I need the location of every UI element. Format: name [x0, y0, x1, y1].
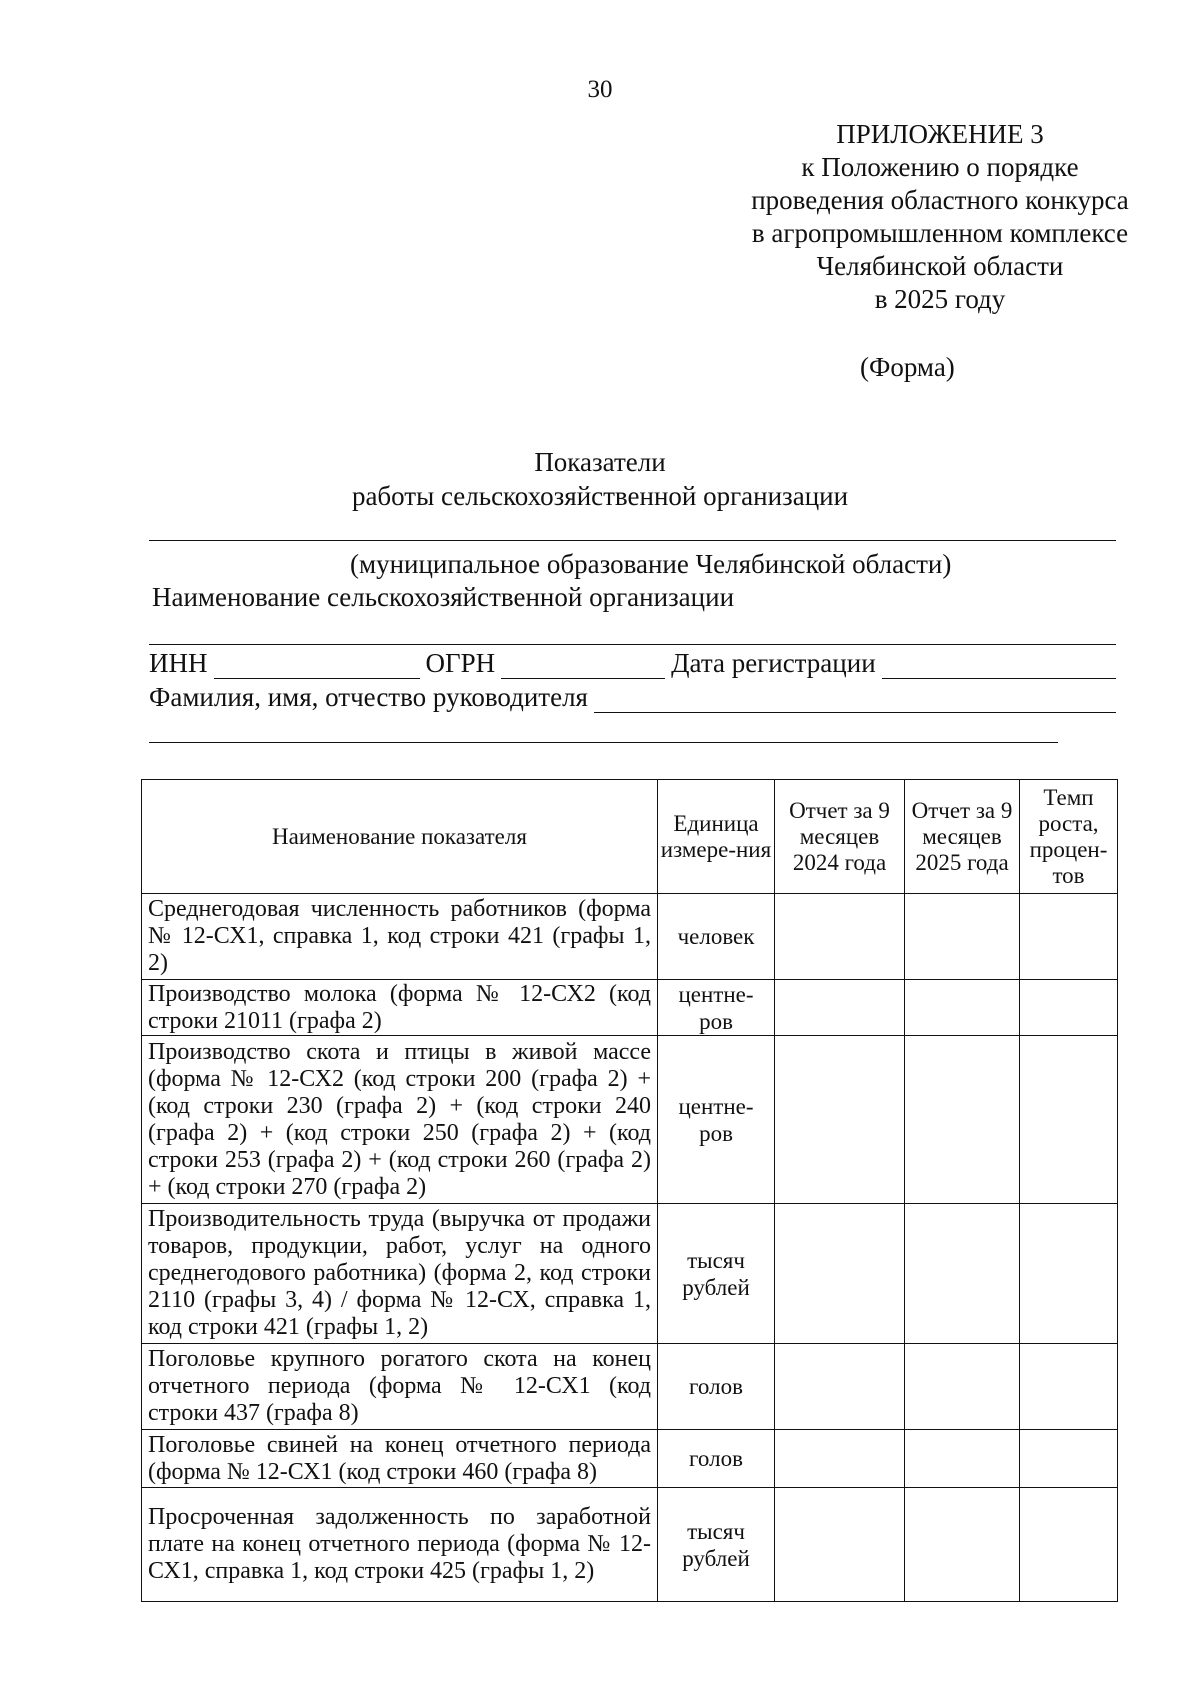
col-header-growth-rate: Темп роста, процен-тов — [1020, 780, 1118, 894]
value-2024-cell[interactable] — [775, 1344, 905, 1430]
table-row — [142, 1204, 1118, 1344]
reg-date-field[interactable] — [882, 654, 1116, 679]
municipality-blank-line[interactable] — [149, 540, 1116, 541]
indicator-unit: голов — [658, 1430, 775, 1488]
value-2024-cell[interactable] — [775, 894, 905, 980]
col-header-unit: Единица измере-ния — [658, 780, 775, 894]
indicator-name: Производство скота и птицы в живой массе (форма № 12-СХ2 (код строки 200 (графа 2) + (код строки 230 (графа 2) + (код строки 240 (графа 2) + (код строки 250 (графа 2) + (код строки 253 (графа 2) + (код строки 260 (графа 2) + (код строки 270 (графа 2) — [142, 1036, 658, 1204]
org-name-label: Наименование сельскохозяйственной организации — [152, 582, 735, 612]
municipality-caption: (муниципальное образование Челябинской области) — [350, 549, 952, 579]
indicator-name: Производительность труда (выручка от продажи товаров, продукции, работ, услуг на одного среднегодового работника) (форма 2, код строки 2110 (графы 3, 4) / форма № 12-СХ, справка 1, код строки 421 (графы 1, 2) — [142, 1204, 658, 1344]
value-2025-cell[interactable] — [905, 1488, 1020, 1602]
value-2024-cell[interactable] — [775, 1036, 905, 1204]
col-header-report-2024: Отчет за 9 месяцев 2024 года — [775, 780, 905, 894]
table-header-row — [142, 780, 1118, 894]
ogrn-field[interactable] — [501, 654, 665, 679]
appendix-line: в 2025 году — [874, 284, 1006, 314]
growth-rate-cell[interactable] — [1020, 1430, 1118, 1488]
indicator-name: Поголовье крупного рогатого скота на конец отчетного периода (форма № 12-СХ1 (код строки 437 (графа 8) — [142, 1344, 658, 1430]
document-subtitle: работы сельскохозяйственной организации — [351, 481, 849, 511]
growth-rate-cell[interactable] — [1020, 980, 1118, 1036]
form-label: (Форма) — [860, 352, 955, 382]
table-row — [142, 1488, 1118, 1602]
growth-rate-cell[interactable] — [1020, 1488, 1118, 1602]
indicator-unit: центне-ров — [658, 1036, 775, 1204]
indicator-name: Просроченная задолженность по заработной плате на конец отчетного периода (форма № 12-СХ1, справка 1, код строки 425 (графы 1, 2) — [142, 1488, 658, 1602]
indicators-table — [141, 779, 1118, 1602]
growth-rate-cell[interactable] — [1020, 894, 1118, 980]
page-number: 30 — [587, 76, 613, 103]
value-2025-cell[interactable] — [905, 1430, 1020, 1488]
indicator-unit: тысяч рублей — [658, 1488, 775, 1602]
indicator-unit: тысяч рублей — [658, 1204, 775, 1344]
value-2025-cell[interactable] — [905, 980, 1020, 1036]
col-header-indicator: Наименование показателя — [142, 780, 658, 894]
indicator-name: Производство молока (форма № 12-СХ2 (код строки 21011 (графа 2) — [142, 980, 658, 1036]
appendix-line: к Положению о порядке — [801, 152, 1079, 182]
value-2025-cell[interactable] — [905, 1344, 1020, 1430]
indicator-unit: человек — [658, 894, 775, 980]
head-name-label: Фамилия, имя, отчество руководителя — [149, 682, 588, 712]
appendix-heading: ПРИЛОЖЕНИЕ 3 — [836, 119, 1044, 149]
indicator-unit: центне-ров — [658, 980, 775, 1036]
registration-fields-row — [149, 648, 1116, 679]
org-name-blank-line[interactable] — [149, 644, 1116, 645]
appendix-header — [700, 118, 1180, 316]
appendix-line: Челябинской области — [816, 251, 1064, 281]
indicator-name: Поголовье свиней на конец отчетного периода (форма № 12-СХ1 (код строки 460 (графа 8) — [142, 1430, 658, 1488]
value-2025-cell[interactable] — [905, 1036, 1020, 1204]
indicator-unit: голов — [658, 1344, 775, 1430]
indicator-name: Среднегодовая численность работников (форма № 12-СХ1, справка 1, код строки 421 (графы 1, 2) — [142, 894, 658, 980]
ogrn-label: ОГРН — [425, 648, 496, 678]
value-2024-cell[interactable] — [775, 1488, 905, 1602]
value-2024-cell[interactable] — [775, 1430, 905, 1488]
appendix-line: проведения областного конкурса — [751, 185, 1129, 215]
table-row — [142, 1344, 1118, 1430]
growth-rate-cell[interactable] — [1020, 1204, 1118, 1344]
col-header-report-2025: Отчет за 9 месяцев 2025 года — [905, 780, 1020, 894]
inn-label: ИНН — [149, 648, 208, 678]
value-2025-cell[interactable] — [905, 894, 1020, 980]
reg-date-label: Дата регистрации — [671, 648, 876, 678]
head-name-field[interactable] — [594, 688, 1116, 713]
value-2024-cell[interactable] — [775, 1204, 905, 1344]
head-name-row — [149, 682, 1116, 713]
table-row — [142, 1430, 1118, 1488]
table-row — [142, 980, 1118, 1036]
value-2024-cell[interactable] — [775, 980, 905, 1036]
table-row — [142, 1036, 1118, 1204]
table-row — [142, 894, 1118, 980]
growth-rate-cell[interactable] — [1020, 1344, 1118, 1430]
value-2025-cell[interactable] — [905, 1204, 1020, 1344]
growth-rate-cell[interactable] — [1020, 1036, 1118, 1204]
appendix-line: в агропромышленном комплексе — [751, 218, 1129, 248]
document-title: Показатели — [534, 447, 666, 477]
inn-field[interactable] — [214, 654, 420, 679]
head-name-blank-line-2[interactable] — [149, 742, 1058, 743]
